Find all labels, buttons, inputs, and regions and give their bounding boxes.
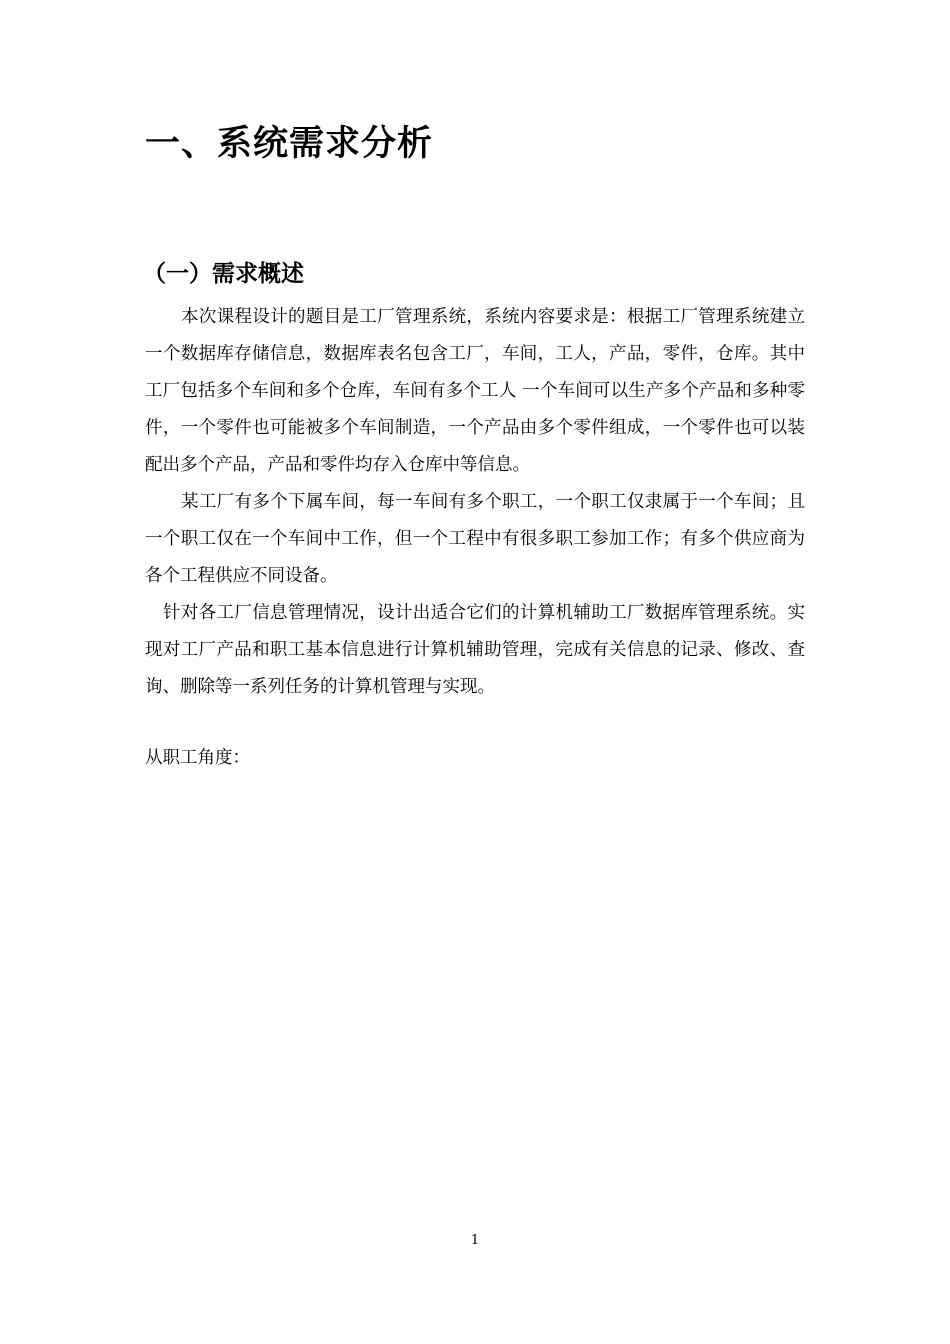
page-number: 1: [470, 1233, 480, 1248]
paragraph-employee-perspective: 从职工角度：: [145, 748, 250, 768]
section-title: （一）需求概述: [143, 261, 304, 287]
paragraph-workshop: 某工厂有多个下属车间，每一车间有多个职工，一个职工仅隶属于一个车间；且一个职工仅在一个车间中工作，但一个工程中有很多职工参加工作；有多个供应商为各个工程供应不同设备。: [145, 492, 805, 586]
paragraph-overview: 本次课程设计的题目是工厂管理系统，系统内容要求是：根据工厂管理系统建立一个数据库存储信息，数据库表名包含工厂，车间，工人，产品，零件，仓库。其中工厂包括多个车间和多个仓库，车间有多个工人 一个车间可以生产多个产品和多种零件，一个零件也可能被多个车间制造，一个产品由多个零件组成，一个零件也可以装配出多个产品，产品和零件均存入仓库中等信息。: [145, 307, 805, 475]
paragraph-system-goal: 针对各工厂信息管理情况，设计出适合它们的计算机辅助工厂数据库管理系统。实现对工厂产品和职工基本信息进行计算机辅助管理，完成有关信息的记录、修改、查询、删除等一系列任务的计算机管理与实现。: [145, 603, 805, 697]
chapter-title: 一、系统需求分析: [145, 124, 434, 164]
